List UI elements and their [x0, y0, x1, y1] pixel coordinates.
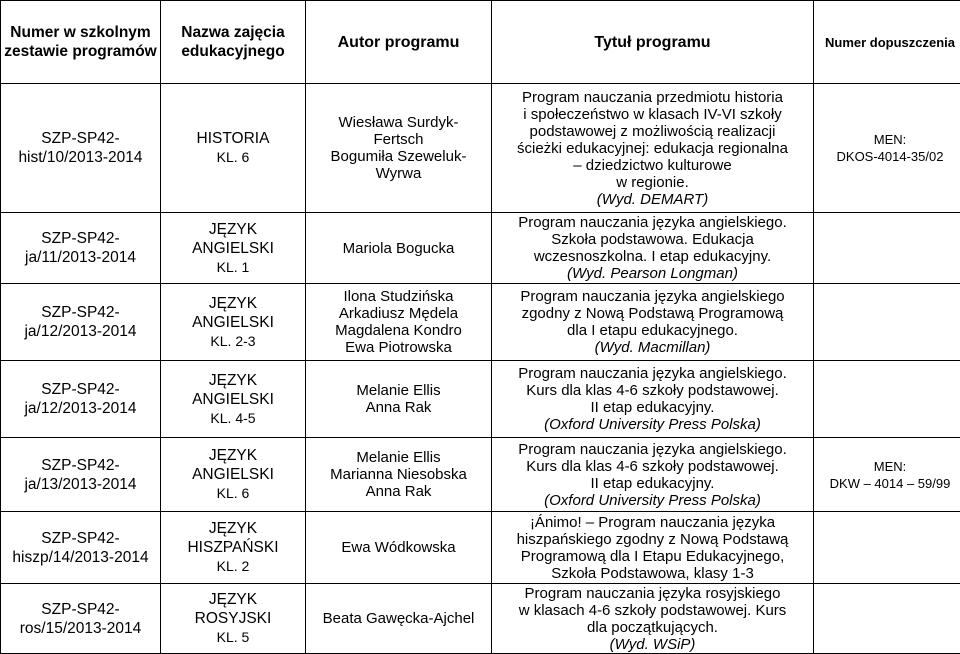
header-tytul: Tytuł programu: [492, 1, 814, 84]
zajecie-name: JĘZYK ANGIELSKI: [192, 221, 274, 257]
cell-tytul: [492, 438, 814, 512]
zajecie-name: JĘZYK ANGIELSKI: [192, 295, 274, 331]
cell-autor: [306, 438, 492, 512]
tytul-line: Szkoła Podstawowa, klasy 1-3: [494, 565, 811, 582]
zajecie-name: JĘZYK ROSYJSKI: [195, 591, 272, 627]
tytul-line: zgodny z Nową Podstawą Programową: [494, 305, 811, 322]
table-row: [1, 361, 960, 438]
tytul-line: II etap edukacyjny.: [494, 399, 811, 416]
cell-numer: SZP-SP42- ja/12/2013-2014: [1, 284, 161, 361]
table-row: [1, 84, 960, 213]
cell-autor: [306, 213, 492, 284]
zajecie-name: HISTORIA: [197, 130, 270, 147]
tytul-line: Program nauczania języka rosyjskiego: [494, 585, 811, 602]
autor-line: Melanie Ellis: [308, 382, 489, 399]
zajecie-class: KL. 2-3: [210, 333, 255, 349]
tytul-line: Kurs dla klas 4-6 szkoły podstawowej.: [494, 458, 811, 475]
tytul-wydawca: (Wyd. WSiP): [494, 636, 811, 653]
tytul-wydawca: (Wyd. DEMART): [494, 191, 811, 208]
zajecie-name: JĘZYK HISZPAŃSKI: [187, 520, 278, 556]
autor-line: Magdalena Kondro: [308, 322, 489, 339]
dopuszczenie-label: MEN:: [816, 131, 960, 148]
autor-line: Ilona Studzińska: [308, 288, 489, 305]
tytul-line: II etap edukacyjny.: [494, 475, 811, 492]
cell-tytul: [492, 213, 814, 284]
tytul-wydawca: (Oxford University Press Polska): [494, 416, 811, 433]
tytul-line: wczesnoszkolna. I etap edukacyjny.: [494, 248, 811, 265]
zajecie-class: KL. 4-5: [210, 410, 255, 426]
zajecie-name: JĘZYK ANGIELSKI: [192, 447, 274, 483]
tytul-line: dla początkujących.: [494, 619, 811, 636]
cell-dopuszczenie: [814, 84, 960, 213]
cell-autor: [306, 84, 492, 213]
tytul-line: – dziedzictwo kulturowe: [494, 157, 811, 174]
cell-autor: [306, 512, 492, 584]
cell-dopuszczenie: [814, 361, 960, 438]
cell-dopuszczenie: [814, 438, 960, 512]
autor-line: Wiesława Surdyk-: [308, 114, 489, 131]
table-row: [1, 584, 960, 654]
cell-numer: SZP-SP42- ros/15/2013-2014: [1, 584, 161, 654]
zajecie-class: KL. 1: [217, 259, 250, 275]
cell-autor: [306, 284, 492, 361]
tytul-line: w regionie.: [494, 174, 811, 191]
tytul-line: w klasach 4-6 szkoły podstawowej. Kurs: [494, 602, 811, 619]
autor-line: Ewa Wódkowska: [308, 539, 489, 556]
cell-tytul: [492, 361, 814, 438]
dopuszczenie-value: DKW – 4014 – 59/99: [816, 475, 960, 492]
header-row: [1, 1, 960, 84]
cell-autor: [306, 361, 492, 438]
cell-numer: SZP-SP42- ja/13/2013-2014: [1, 438, 161, 512]
autor-line: Anna Rak: [308, 399, 489, 416]
tytul-line: Program nauczania języka angielskiego.: [494, 441, 811, 458]
table-row: [1, 284, 960, 361]
cell-zajecie: [161, 512, 306, 584]
table-row: [1, 438, 960, 512]
cell-zajecie: [161, 284, 306, 361]
zajecie-class: KL. 6: [217, 485, 250, 501]
cell-dopuszczenie: [814, 584, 960, 654]
tytul-wydawca: (Oxford University Press Polska): [494, 492, 811, 509]
cell-numer: SZP-SP42- hist/10/2013-2014: [1, 84, 161, 213]
tytul-line: dla I etapu edukacyjnego.: [494, 322, 811, 339]
tytul-line: Program nauczania przedmiotu historia: [494, 89, 811, 106]
autor-line: Beata Gawęcka-Ajchel: [308, 610, 489, 627]
cell-tytul: [492, 284, 814, 361]
cell-zajecie: [161, 361, 306, 438]
cell-zajecie: [161, 438, 306, 512]
cell-dopuszczenie: [814, 213, 960, 284]
table-row: [1, 512, 960, 584]
tytul-line: Program nauczania języka angielskiego.: [494, 365, 811, 382]
header-numer: Numer w szkolnym zestawie programów: [1, 1, 161, 84]
zajecie-class: KL. 2: [217, 558, 250, 574]
table-row: [1, 213, 960, 284]
tytul-line: i społeczeństwo w klasach IV-VI szkoły: [494, 106, 811, 123]
header-dopuszczenie: Numer dopuszczenia: [814, 1, 960, 84]
tytul-line: Programową dla I Etapu Edukacyjnego,: [494, 548, 811, 565]
tytul-wydawca: (Wyd. Macmillan): [494, 339, 811, 356]
tytul-line: Program nauczania języka angielskiego.: [494, 214, 811, 231]
cell-numer: SZP-SP42- hiszp/14/2013-2014: [1, 512, 161, 584]
cell-tytul: [492, 584, 814, 654]
cell-dopuszczenie: [814, 512, 960, 584]
header-autor: Autor programu: [306, 1, 492, 84]
tytul-line: hiszpańskiego zgodny z Nową Podstawą: [494, 531, 811, 548]
tytul-line: Szkoła podstawowa. Edukacja: [494, 231, 811, 248]
tytul-line: ¡Ánimo! – Program nauczania języka: [494, 514, 811, 531]
autor-line: Marianna Niesobska: [308, 466, 489, 483]
autor-line: Arkadiusz Mędela: [308, 305, 489, 322]
autor-line: Ewa Piotrowska: [308, 339, 489, 356]
cell-zajecie: [161, 584, 306, 654]
dopuszczenie-value: DKOS-4014-35/02: [816, 148, 960, 165]
cell-tytul: [492, 512, 814, 584]
zajecie-class: KL. 6: [217, 149, 250, 165]
dopuszczenie-label: MEN:: [816, 458, 960, 475]
cell-zajecie: [161, 213, 306, 284]
autor-line: Anna Rak: [308, 483, 489, 500]
tytul-line: Program nauczania języka angielskiego: [494, 288, 811, 305]
autor-line: Mariola Bogucka: [308, 240, 489, 257]
autor-line: Fertsch: [308, 131, 489, 148]
cell-numer: SZP-SP42- ja/12/2013-2014: [1, 361, 161, 438]
cell-numer: SZP-SP42- ja/11/2013-2014: [1, 213, 161, 284]
autor-line: Melanie Ellis: [308, 449, 489, 466]
tytul-line: Kurs dla klas 4-6 szkoły podstawowej.: [494, 382, 811, 399]
tytul-line: ścieżki edukacyjnej: edukacja regionalna: [494, 140, 811, 157]
tytul-line: podstawowej z możliwością realizacji: [494, 123, 811, 140]
autor-line: Bogumiła Szeweluk-: [308, 148, 489, 165]
cell-dopuszczenie: [814, 284, 960, 361]
tytul-wydawca: (Wyd. Pearson Longman): [494, 265, 811, 282]
header-zajecie: Nazwa zajęcia edukacyjnego: [161, 1, 306, 84]
zajecie-class: KL. 5: [217, 629, 250, 645]
zajecie-name: JĘZYK ANGIELSKI: [192, 372, 274, 408]
cell-autor: [306, 584, 492, 654]
cell-tytul: [492, 84, 814, 213]
autor-line: Wyrwa: [308, 165, 489, 182]
cell-zajecie: [161, 84, 306, 213]
